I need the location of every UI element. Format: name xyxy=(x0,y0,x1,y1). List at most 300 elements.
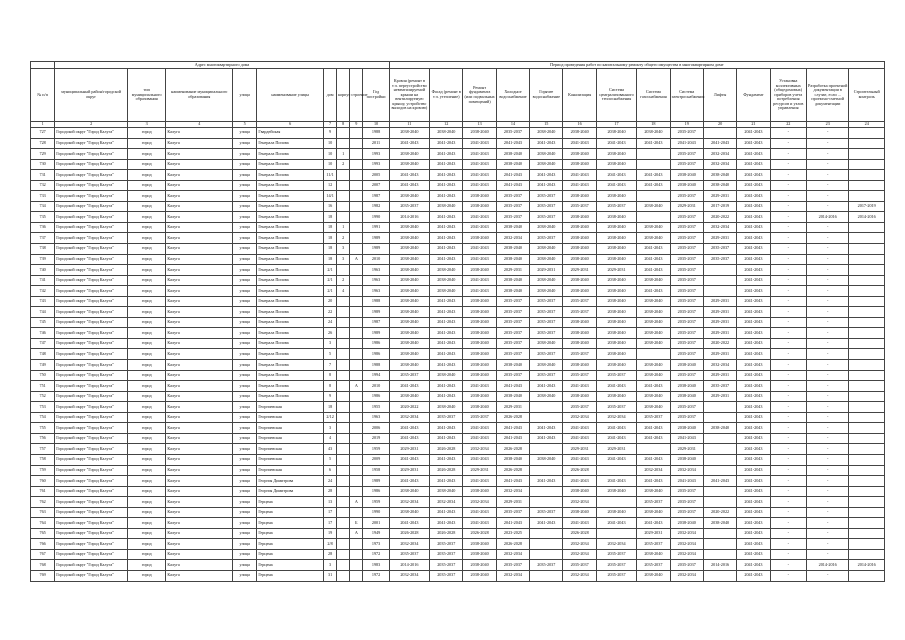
table-cell: 2026-2028 xyxy=(430,465,463,476)
table-cell: 2041-2043 xyxy=(563,180,596,191)
table-cell: Генерала Попова xyxy=(257,296,324,307)
table-cell: 2038-2040 xyxy=(703,180,736,191)
table-cell: 2035-2037 xyxy=(670,286,703,297)
table-cell xyxy=(337,317,350,328)
table-cell: 2038-2040 xyxy=(389,244,429,255)
table-cell xyxy=(849,191,885,202)
table-cell: - xyxy=(806,170,848,181)
table-cell xyxy=(637,349,670,360)
table-cell xyxy=(530,486,563,497)
table-cell: улица xyxy=(233,402,257,413)
table-cell: Калуга xyxy=(166,539,233,550)
table-cell: - xyxy=(770,560,806,571)
table-cell: город xyxy=(128,307,166,318)
table-cell: 2041-2043 xyxy=(737,560,770,571)
table-cell xyxy=(337,486,350,497)
table-row xyxy=(31,128,885,139)
table-cell: улица xyxy=(233,528,257,539)
table-cell: 2035-2037 xyxy=(670,191,703,202)
table-cell: А xyxy=(350,254,363,265)
table-cell: 2041-2043 xyxy=(463,254,496,265)
table-cell: 2041-2043 xyxy=(463,433,496,444)
table-cell: - xyxy=(806,549,848,560)
table-cell: 2029-2031 xyxy=(563,265,596,276)
table-cell xyxy=(849,233,885,244)
column-header-row xyxy=(31,69,885,122)
table-cell: 2020-2022 xyxy=(703,338,736,349)
table-cell: 2041-2043 xyxy=(737,201,770,212)
table-cell: 2038-2040 xyxy=(563,128,596,139)
column-header: Горячее водоснабжение xyxy=(530,69,563,122)
table-cell: 2035-2037 xyxy=(637,539,670,550)
table-cell: 2038-2040 xyxy=(496,244,529,255)
table-row xyxy=(31,317,885,328)
table-cell: 2041-2043 xyxy=(563,454,596,465)
table-cell: 2041-2043 xyxy=(463,381,496,392)
table-cell: город xyxy=(128,265,166,276)
table-cell: 2041-2043 xyxy=(596,180,636,191)
table-cell: 2041-2043 xyxy=(737,381,770,392)
table-cell: Калуга xyxy=(166,233,233,244)
table-cell: 2041-2043 xyxy=(737,423,770,434)
column-header: Фундамент xyxy=(737,69,770,122)
table-cell: 2035-2037 xyxy=(530,233,563,244)
table-cell: 2032-2034 xyxy=(670,528,703,539)
table-cell: 2032-2034 xyxy=(389,570,429,581)
table-cell: - xyxy=(806,149,848,160)
table-cell: 754 xyxy=(31,412,55,423)
table-row xyxy=(31,212,885,223)
table-cell: 2019 xyxy=(363,433,389,444)
table-cell: 2038-2040 xyxy=(530,454,563,465)
table-cell: - xyxy=(770,402,806,413)
column-number: 24 xyxy=(849,122,885,128)
table-cell: 2035-2037 xyxy=(703,254,736,265)
table-cell: 2038-2040 xyxy=(389,486,429,497)
table-cell: 2035-2037 xyxy=(637,412,670,423)
table-cell: город xyxy=(128,454,166,465)
table-cell: 2035-2037 xyxy=(530,370,563,381)
table-cell: Калуга xyxy=(166,391,233,402)
table-cell: Городской округ "Город Калуга" xyxy=(55,444,128,455)
table-cell: 2038-2040 xyxy=(530,159,563,170)
table-cell: 2038-2040 xyxy=(530,391,563,402)
table-cell: - xyxy=(806,433,848,444)
table-cell: - xyxy=(806,370,848,381)
table-cell: - xyxy=(806,222,848,233)
table-cell: Георгия Димитрова xyxy=(257,486,324,497)
table-cell xyxy=(350,433,363,444)
table-cell: 2038-2040 xyxy=(563,222,596,233)
table-cell: - xyxy=(770,191,806,202)
table-cell xyxy=(849,360,885,371)
table-cell: - xyxy=(806,338,848,349)
table-row xyxy=(31,486,885,497)
table-cell: - xyxy=(806,328,848,339)
table-cell: улица xyxy=(233,180,257,191)
table-cell: 2041-2043 xyxy=(637,170,670,181)
table-cell xyxy=(849,317,885,328)
table-cell: Городской округ "Город Калуга" xyxy=(55,201,128,212)
table-cell xyxy=(350,402,363,413)
table-cell: 10 xyxy=(324,159,337,170)
table-cell: 2038-2040 xyxy=(637,402,670,413)
table-cell: Герцена xyxy=(257,518,324,529)
table-cell: 2038-2040 xyxy=(637,201,670,212)
table-cell: 2041-2043 xyxy=(737,528,770,539)
table-cell: 1963 xyxy=(363,275,389,286)
table-cell: - xyxy=(770,381,806,392)
table-cell: 764 xyxy=(31,518,55,529)
table-cell xyxy=(337,412,350,423)
table-cell: 2041-2043 xyxy=(463,286,496,297)
column-number: 2 xyxy=(55,122,128,128)
column-header: Строительный контроль xyxy=(849,69,885,122)
table-cell: Калуга xyxy=(166,560,233,571)
table-row xyxy=(31,370,885,381)
table-cell: 2038-2040 xyxy=(670,180,703,191)
table-cell xyxy=(849,433,885,444)
table-cell: 2035-2037 xyxy=(530,328,563,339)
table-cell: Георгиевская xyxy=(257,465,324,476)
table-cell: 2029-2031 xyxy=(703,317,736,328)
table-cell xyxy=(350,412,363,423)
table-cell: 2041-2043 xyxy=(496,170,529,181)
table-cell: 2041-2043 xyxy=(496,476,529,487)
table-cell: А xyxy=(350,528,363,539)
table-cell: улица xyxy=(233,149,257,160)
table-cell: 2035-2037 xyxy=(670,402,703,413)
table-cell: 2026-2028 xyxy=(563,528,596,539)
table-cell: 2041-2043 xyxy=(670,476,703,487)
table-cell: - xyxy=(806,307,848,318)
table-cell: улица xyxy=(233,222,257,233)
table-cell: 2041-2043 xyxy=(530,518,563,529)
table-cell: 2026-2028 xyxy=(496,444,529,455)
table-cell: Герцена xyxy=(257,528,324,539)
table-cell: 2041-2043 xyxy=(737,433,770,444)
table-cell: - xyxy=(770,349,806,360)
table-cell: город xyxy=(128,254,166,265)
column-number: 19 xyxy=(670,122,703,128)
table-cell: 2035-2037 xyxy=(496,328,529,339)
table-cell: 2038-2040 xyxy=(563,317,596,328)
table-cell: 2041-2043 xyxy=(430,518,463,529)
table-cell: город xyxy=(128,370,166,381)
table-cell: Генерала Попова xyxy=(257,265,324,276)
table-cell: 2038-2040 xyxy=(389,149,429,160)
table-cell: улица xyxy=(233,307,257,318)
table-cell xyxy=(337,476,350,487)
table-cell: 2038-2040 xyxy=(596,338,636,349)
table-cell: Городской округ "Город Калуга" xyxy=(55,476,128,487)
table-cell: 2041-2043 xyxy=(563,476,596,487)
table-cell: Калуга xyxy=(166,549,233,560)
table-cell xyxy=(350,549,363,560)
table-cell: 1 xyxy=(337,149,350,160)
table-row xyxy=(31,444,885,455)
table-cell: 737 xyxy=(31,233,55,244)
table-cell xyxy=(530,465,563,476)
table-cell xyxy=(849,465,885,476)
table-cell: Калуга xyxy=(166,497,233,508)
column-header: муниципальный район/городской округ xyxy=(55,69,128,122)
table-cell: - xyxy=(770,138,806,149)
table-cell: 2038-2040 xyxy=(496,391,529,402)
table-cell: 2041-2043 xyxy=(389,518,429,529)
table-cell: 1959 xyxy=(363,497,389,508)
table-cell: 2032-2034 xyxy=(496,486,529,497)
table-cell: Калуга xyxy=(166,296,233,307)
table-cell: 727 xyxy=(31,128,55,139)
table-cell: 2032-2034 xyxy=(596,539,636,550)
table-cell: 2020-2022 xyxy=(703,212,736,223)
table-cell: 2038-2040 xyxy=(596,349,636,360)
table-cell: 750 xyxy=(31,370,55,381)
table-cell: 2041-2043 xyxy=(430,191,463,202)
table-cell: улица xyxy=(233,201,257,212)
table-cell: Калуга xyxy=(166,507,233,518)
table-cell: 2041-2043 xyxy=(463,275,496,286)
table-cell: Генерала Попова xyxy=(257,233,324,244)
table-cell: 2029-2031 xyxy=(389,444,429,455)
table-cell xyxy=(849,412,885,423)
table-cell: 2038-2040 xyxy=(596,275,636,286)
table-cell: 18 xyxy=(324,402,337,413)
table-cell: - xyxy=(806,381,848,392)
table-cell: 2038-2040 xyxy=(389,159,429,170)
table-cell: 2041-2043 xyxy=(737,338,770,349)
table-cell: - xyxy=(770,454,806,465)
table-cell: 2041-2043 xyxy=(737,497,770,508)
table-cell: 2041-2043 xyxy=(430,317,463,328)
table-cell: 2032-2034 xyxy=(670,570,703,581)
table-cell: 8 xyxy=(324,370,337,381)
table-cell: 2026-2028 xyxy=(389,528,429,539)
table-cell xyxy=(637,191,670,202)
table-row xyxy=(31,381,885,392)
table-cell: 2041-2043 xyxy=(670,138,703,149)
table-cell: 2038-2040 xyxy=(430,402,463,413)
table-cell: город xyxy=(128,360,166,371)
table-cell: улица xyxy=(233,381,257,392)
table-row xyxy=(31,518,885,529)
column-number: 7 xyxy=(324,122,337,128)
table-cell: 755 xyxy=(31,423,55,434)
table-cell: 2001 xyxy=(363,518,389,529)
table-cell: 18 xyxy=(324,222,337,233)
table-cell: 2026-2028 xyxy=(496,412,529,423)
table-cell: - xyxy=(806,539,848,550)
table-cell: Генерала Попова xyxy=(257,138,324,149)
table-cell: 2029-2031 xyxy=(670,444,703,455)
table-cell: 2035-2037 xyxy=(430,560,463,571)
table-cell: 2038-2040 xyxy=(463,317,496,328)
table-cell: 2038-2040 xyxy=(670,360,703,371)
table-cell: 3 xyxy=(337,244,350,255)
table-cell: Герцена xyxy=(257,497,324,508)
table-cell: город xyxy=(128,149,166,160)
table-cell: Генерала Попова xyxy=(257,275,324,286)
table-cell: 24 xyxy=(324,317,337,328)
table-cell xyxy=(637,212,670,223)
table-cell: 2041-2043 xyxy=(463,170,496,181)
table-cell: 1986 xyxy=(363,391,389,402)
table-cell: 2032-2034 xyxy=(463,497,496,508)
table-cell: 757 xyxy=(31,444,55,455)
table-row xyxy=(31,201,885,212)
table-cell: 2038-2040 xyxy=(596,159,636,170)
table-cell xyxy=(350,159,363,170)
table-cell: 2041-2043 xyxy=(737,296,770,307)
table-cell: 2035-2037 xyxy=(637,497,670,508)
table-cell: 2041-2043 xyxy=(430,349,463,360)
table-cell: - xyxy=(770,539,806,550)
table-cell xyxy=(337,528,350,539)
table-cell: 753 xyxy=(31,402,55,413)
table-cell: Городской округ "Город Калуга" xyxy=(55,191,128,202)
table-row xyxy=(31,275,885,286)
table-cell: - xyxy=(806,286,848,297)
table-cell: Калуга xyxy=(166,265,233,276)
table-cell: 2035-2037 xyxy=(563,201,596,212)
table-cell: 1994 xyxy=(363,370,389,381)
table-cell xyxy=(849,180,885,191)
table-cell: 2041-2043 xyxy=(737,138,770,149)
table-cell xyxy=(350,486,363,497)
table-cell: А xyxy=(350,497,363,508)
column-number: 21 xyxy=(737,122,770,128)
table-cell: 2038-2040 xyxy=(637,391,670,402)
table-row xyxy=(31,138,885,149)
table-cell: 2041-2043 xyxy=(530,138,563,149)
table-cell: 2035-2037 xyxy=(670,296,703,307)
table-cell: - xyxy=(770,370,806,381)
table-cell: 1949 xyxy=(363,528,389,539)
table-cell: 2038-2040 xyxy=(563,338,596,349)
table-cell xyxy=(703,286,736,297)
table-cell: 2041-2043 xyxy=(737,518,770,529)
table-cell xyxy=(337,560,350,571)
table-cell xyxy=(703,549,736,560)
table-cell: 766 xyxy=(31,539,55,550)
table-cell: 2038-2040 xyxy=(703,170,736,181)
table-cell: 2041-2043 xyxy=(463,518,496,529)
table-cell: 2026-2028 xyxy=(430,528,463,539)
table-cell: 2038-2040 xyxy=(596,233,636,244)
table-cell: 2038-2040 xyxy=(596,328,636,339)
table-cell: Генерала Попова xyxy=(257,159,324,170)
table-cell xyxy=(849,454,885,465)
table-cell: Герцена xyxy=(257,507,324,518)
table-cell: Калуга xyxy=(166,170,233,181)
table-cell: город xyxy=(128,486,166,497)
table-cell: 2014-2016 xyxy=(389,212,429,223)
table-cell: 2029-2031 xyxy=(389,465,429,476)
column-number: 16 xyxy=(563,122,596,128)
table-cell: улица xyxy=(233,349,257,360)
table-cell xyxy=(703,486,736,497)
table-cell xyxy=(350,465,363,476)
table-cell: - xyxy=(770,507,806,518)
table-cell: 2035-2037 xyxy=(670,275,703,286)
table-cell: 2035-2037 xyxy=(530,317,563,328)
table-cell: Георгиевская xyxy=(257,412,324,423)
table-cell: 2041-2043 xyxy=(496,180,529,191)
table-cell: 18 xyxy=(324,233,337,244)
table-cell xyxy=(849,296,885,307)
table-cell: 2/1 xyxy=(324,286,337,297)
table-cell: Городской округ "Город Калуга" xyxy=(55,212,128,223)
table-cell: 24 xyxy=(324,476,337,487)
table-cell: 2038-2040 xyxy=(637,222,670,233)
table-cell: Городской округ "Город Калуга" xyxy=(55,560,128,571)
table-cell: 2041-2043 xyxy=(737,317,770,328)
table-cell: 2032-2034 xyxy=(670,539,703,550)
table-cell: Георгиевская xyxy=(257,444,324,455)
table-cell: Генерала Попова xyxy=(257,201,324,212)
table-cell: Городской округ "Город Калуга" xyxy=(55,265,128,276)
table-cell: 2038-2040 xyxy=(463,338,496,349)
table-cell: 2041-2043 xyxy=(737,180,770,191)
table-cell: - xyxy=(770,265,806,276)
table-cell: Калуга xyxy=(166,360,233,371)
table-cell: - xyxy=(770,465,806,476)
table-cell: улица xyxy=(233,128,257,139)
table-cell: улица xyxy=(233,370,257,381)
table-cell: 2041-2043 xyxy=(530,423,563,434)
table-cell: 2029-2031 xyxy=(703,296,736,307)
table-cell: - xyxy=(806,391,848,402)
table-cell: 16 xyxy=(324,201,337,212)
table-cell xyxy=(849,423,885,434)
table-cell: 2041-2043 xyxy=(637,518,670,529)
table-cell: Калуга xyxy=(166,128,233,139)
table-cell: 2014-2016 xyxy=(703,560,736,571)
table-cell: 740 xyxy=(31,265,55,276)
table-cell: 2041-2043 xyxy=(463,159,496,170)
table-cell: 759 xyxy=(31,465,55,476)
table-cell: - xyxy=(806,138,848,149)
table-cell: 2038-2040 xyxy=(596,296,636,307)
table-cell: - xyxy=(806,497,848,508)
table-cell: 2026-2028 xyxy=(496,465,529,476)
table-cell: город xyxy=(128,570,166,581)
table-cell: - xyxy=(770,128,806,139)
table-cell: 2041-2043 xyxy=(463,212,496,223)
table-cell: 2041-2043 xyxy=(737,444,770,455)
table-cell: город xyxy=(128,233,166,244)
table-cell: 2038-2040 xyxy=(389,222,429,233)
table-cell: 2035-2037 xyxy=(670,128,703,139)
table-cell: 2041-2043 xyxy=(563,138,596,149)
table-cell: 2035-2037 xyxy=(670,370,703,381)
table-cell: 2038-2040 xyxy=(389,254,429,265)
table-cell: 2041-2043 xyxy=(430,476,463,487)
table-row xyxy=(31,423,885,434)
table-cell: 19 xyxy=(324,528,337,539)
table-cell: 2032-2034 xyxy=(563,570,596,581)
table-cell: 2017-2019 xyxy=(703,201,736,212)
table-cell xyxy=(337,349,350,360)
table-cell: 2038-2040 xyxy=(563,254,596,265)
table-cell: 2038-2040 xyxy=(463,370,496,381)
table-cell: 2041-2043 xyxy=(430,149,463,160)
table-cell: 1990 xyxy=(363,212,389,223)
table-cell xyxy=(350,128,363,139)
table-cell: Генерала Попова xyxy=(257,328,324,339)
table-cell: - xyxy=(806,349,848,360)
